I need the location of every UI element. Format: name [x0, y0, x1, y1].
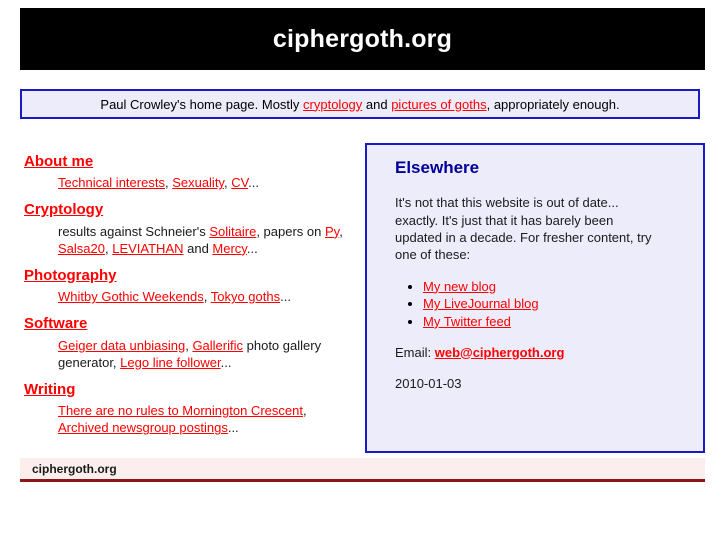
- section-body-about-me: [58, 174, 354, 191]
- link-whitby-gothic-weekends[interactable]: Whitby Gothic Weekends: [58, 289, 204, 305]
- link-technical-interests[interactable]: Technical interests: [58, 175, 165, 191]
- footer-label: ciphergoth.org: [32, 461, 117, 476]
- elsewhere-link-list: [395, 278, 685, 331]
- section-body-cryptology: [58, 223, 354, 257]
- link-py[interactable]: Py: [324, 223, 340, 239]
- text-run: ,: [203, 289, 211, 305]
- text-run: ...: [246, 240, 258, 256]
- tagline-box: [20, 89, 700, 119]
- text-run: ...: [280, 289, 291, 305]
- section-heading-cryptology[interactable]: Cryptology: [24, 201, 104, 219]
- link-salsa20[interactable]: Salsa20: [58, 240, 105, 256]
- link-cv[interactable]: CV: [231, 175, 249, 191]
- link-sexuality[interactable]: Sexuality: [172, 175, 224, 191]
- section-body-writing: [58, 402, 354, 436]
- text-run: , papers on: [256, 223, 325, 239]
- elsewhere-panel: [365, 143, 705, 453]
- link-tokyo-goths[interactable]: Tokyo goths: [210, 289, 281, 305]
- tagline-text: [100, 97, 619, 112]
- elsewhere-heading: Elsewhere: [395, 158, 480, 177]
- section-software: [24, 314, 354, 371]
- text-run: ,: [164, 175, 173, 191]
- list-item: [423, 295, 685, 313]
- text-run: ,: [104, 240, 113, 256]
- link-mercy[interactable]: Mercy: [212, 240, 247, 256]
- link-my-livejournal-blog[interactable]: My LiveJournal blog: [423, 296, 539, 312]
- tagline-before: Paul Crowley's home page. Mostly: [100, 96, 304, 112]
- section-heading-photography[interactable]: Photography: [24, 266, 117, 284]
- section-heading-about-me[interactable]: About me: [24, 153, 94, 170]
- text-run: photo gallery generator,: [58, 337, 322, 370]
- email-label: Email:: [395, 344, 435, 360]
- tagline-after: , appropriately enough.: [486, 96, 620, 112]
- text-run: ,: [302, 403, 307, 419]
- text-run: ...: [227, 420, 239, 436]
- list-item: [423, 278, 685, 296]
- text-run: ...: [220, 354, 232, 370]
- text-run: ...: [248, 175, 259, 191]
- left-column: [24, 152, 354, 446]
- page-title: ciphergoth.org: [272, 24, 453, 53]
- link-my-twitter-feed[interactable]: My Twitter feed: [423, 313, 511, 329]
- link-solitaire[interactable]: Solitaire: [209, 223, 257, 239]
- link-geiger-data-unbiasing[interactable]: Geiger data unbiasing: [58, 337, 186, 353]
- elsewhere-paragraph: It's not that this website is out of date... exactly. It's just that it has barely been updated in a decade. For fresher content, try one of these:: [395, 195, 652, 263]
- link-leviathan[interactable]: LEVIATHAN: [112, 240, 184, 256]
- section-heading-writing[interactable]: Writing: [24, 380, 76, 398]
- link-pictures-of-goths[interactable]: pictures of goths: [391, 96, 487, 112]
- link-there-are-no-rules-to-mornington-crescent[interactable]: There are no rules to Mornington Crescent: [58, 403, 303, 419]
- site-footer: [20, 458, 705, 482]
- section-photography: [24, 266, 354, 305]
- section-cryptology: [24, 200, 354, 257]
- section-body-software: [58, 337, 354, 371]
- link-cryptology[interactable]: cryptology: [303, 96, 363, 112]
- last-updated-date: 2010-01-03: [395, 375, 462, 391]
- email-line: [395, 345, 685, 360]
- text-run: ,: [185, 337, 193, 353]
- text-run: and: [183, 240, 213, 256]
- link-lego-line-follower[interactable]: Lego line follower: [120, 354, 221, 370]
- link-archived-newsgroup-postings[interactable]: Archived newsgroup postings: [58, 420, 228, 436]
- section-heading-software[interactable]: Software: [24, 315, 88, 333]
- text-run: ,: [339, 223, 343, 239]
- tagline-middle: and: [362, 96, 392, 112]
- link-gallerific[interactable]: Gallerific: [192, 337, 244, 353]
- link-my-new-blog[interactable]: My new blog: [423, 278, 496, 294]
- section-about-me: [24, 152, 354, 191]
- list-item: [423, 313, 685, 331]
- text-run: ,: [223, 175, 232, 191]
- text-run: results against Schneier's: [58, 223, 210, 239]
- section-writing: [24, 380, 354, 437]
- site-banner: [20, 8, 705, 70]
- email-link[interactable]: web@ciphergoth.org: [434, 344, 565, 360]
- section-body-photography: [58, 288, 354, 305]
